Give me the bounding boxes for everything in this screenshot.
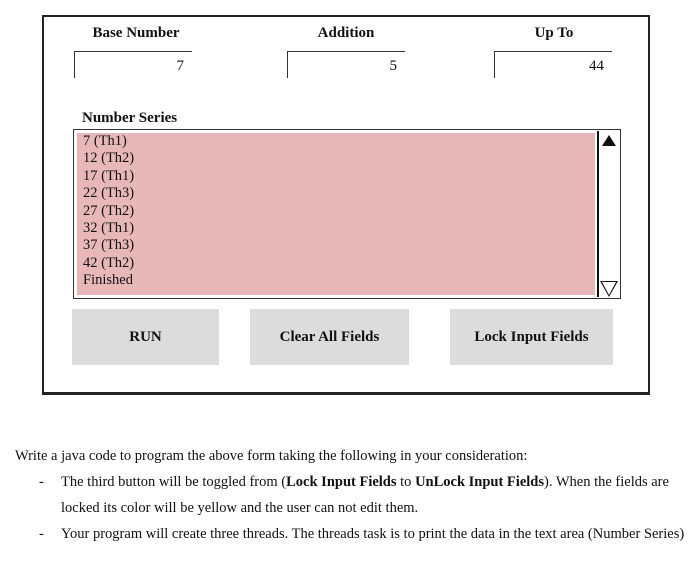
bullet-2-text: Your program will create three threads. The threads task is to print the data in the text area (Number Series) <box>61 526 685 542</box>
series-line: 12 (Th2) <box>83 150 135 167</box>
number-series-content <box>77 133 595 295</box>
instruction-bullet-2 <box>15 521 685 547</box>
run-button[interactable]: RUN <box>72 309 219 365</box>
instructions-intro: Write a java code to program the above form taking the following in your consideration: <box>15 448 528 464</box>
base-number-label: Base Number <box>92 25 180 41</box>
addition-label: Addition <box>317 25 375 41</box>
series-line: 37 (Th3) <box>83 237 135 254</box>
scroll-down-arrow-fill <box>602 282 616 295</box>
series-line: 17 (Th1) <box>83 167 135 184</box>
clear-all-fields-button[interactable]: Clear All Fields <box>250 309 409 365</box>
instructions <box>15 443 685 547</box>
series-line: 27 (Th2) <box>83 202 135 219</box>
series-line: Finished <box>83 272 133 289</box>
series-line: 7 (Th1) <box>83 133 127 149</box>
bullet-1-bold-lock: Lock Input Fields <box>286 474 397 490</box>
bullet-1-bold-unlock: UnLock Input Fields <box>415 474 544 490</box>
bullet-1-mid: to <box>396 474 416 490</box>
vertical-scrollbar[interactable] <box>597 131 619 297</box>
number-series-textarea[interactable] <box>73 129 621 299</box>
bullet-1-suffix: ). When the fields are locked its color will be yellow and the user can not edit them. <box>61 474 669 516</box>
instruction-bullet-1 <box>15 469 685 521</box>
lock-input-fields-button[interactable]: Lock Input Fields <box>450 309 613 365</box>
up-to-input[interactable]: 44 <box>494 51 612 78</box>
series-line: 32 (Th1) <box>83 220 135 237</box>
bullet-1-prefix: The third button will be toggled from ( <box>61 474 287 490</box>
bullet-dash: - <box>39 526 44 542</box>
up-to-label: Up To <box>534 25 574 41</box>
number-series-label: Number Series <box>82 110 178 126</box>
series-line: 42 (Th2) <box>83 254 135 271</box>
scroll-up-arrow-icon[interactable] <box>602 135 616 146</box>
addition-input[interactable]: 5 <box>287 51 405 78</box>
base-number-input[interactable]: 7 <box>74 51 192 78</box>
series-line: 22 (Th3) <box>83 185 135 202</box>
bullet-dash: - <box>39 474 44 490</box>
